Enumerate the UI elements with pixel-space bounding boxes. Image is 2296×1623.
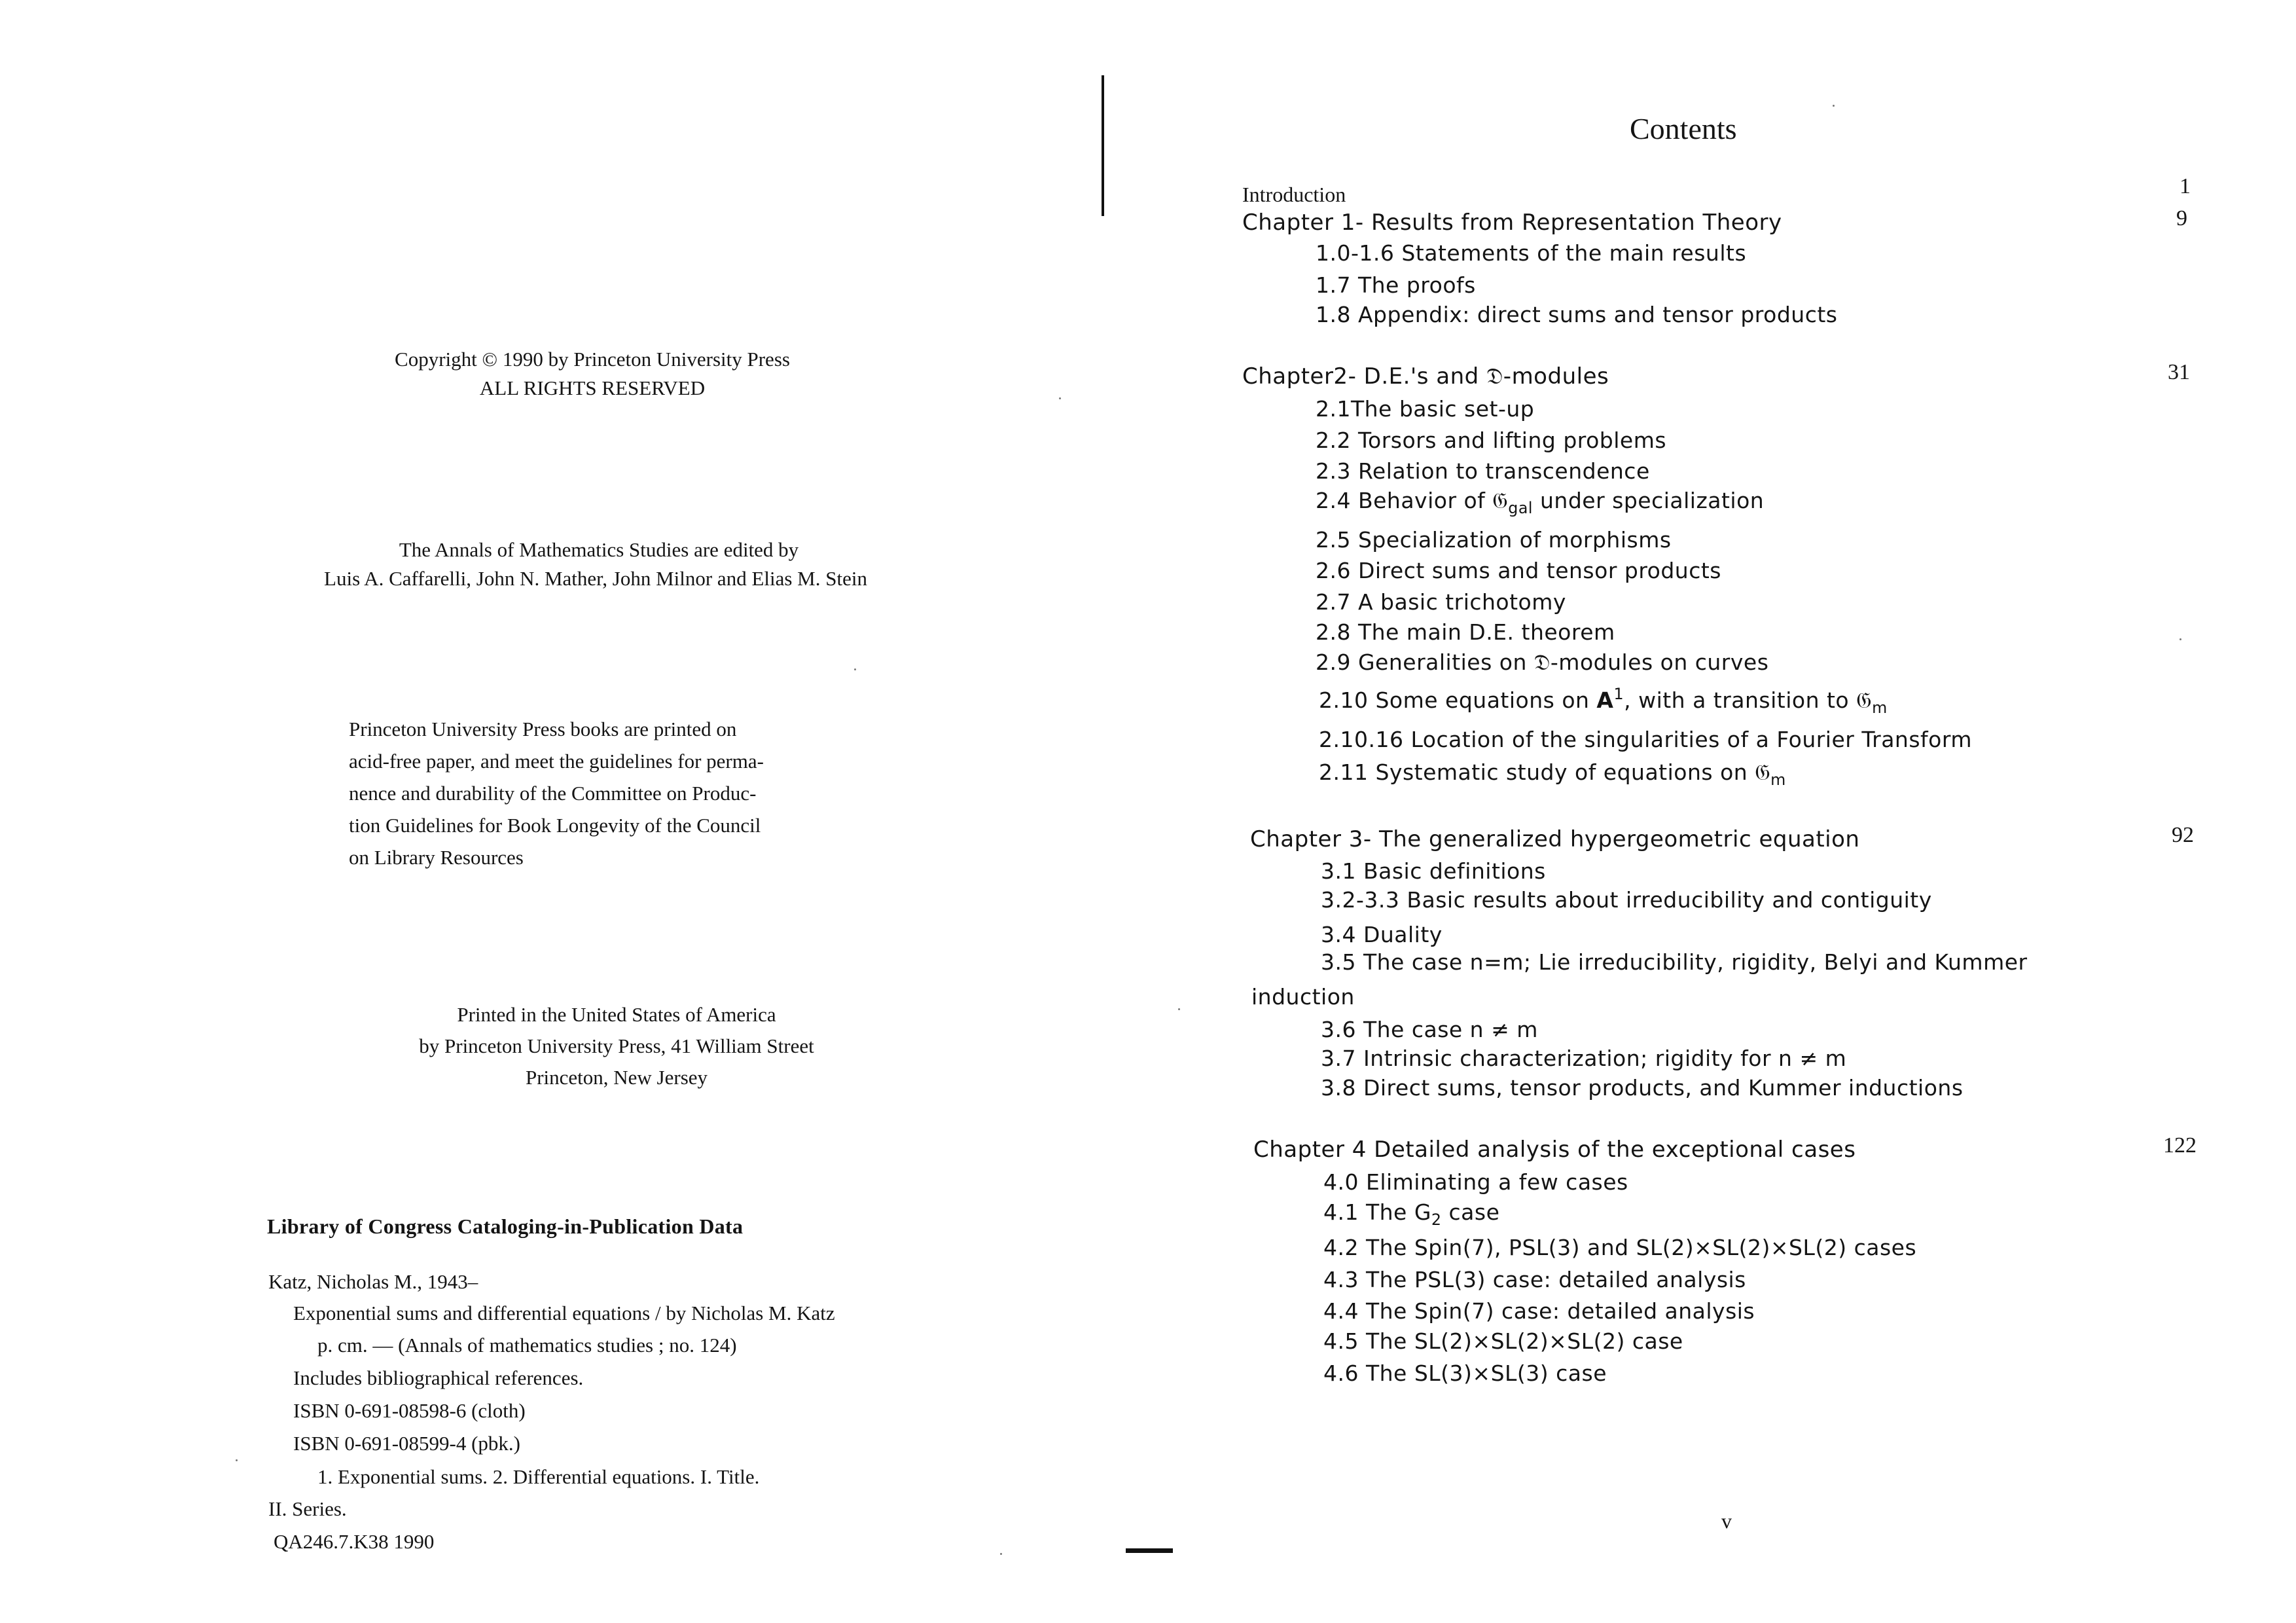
frak-d-symbol: 𝔇 [1486,363,1503,390]
subscript: m [1770,771,1786,790]
frak-g-symbol: 𝔊 [1492,488,1509,513]
paper-line: Princeton University Press books are printed on [349,718,737,740]
cip-line: p. cm. — (Annals of mathematics studies ; no. 124) [317,1334,737,1357]
toc-section: 2.2 Torsors and lifting problems [1316,428,1667,453]
toc-chapter-3: Chapter 3- The generalized hypergeometric equation [1250,826,1860,852]
toc-chapter-2: Chapter2- D.E.'s and 𝔇-modules [1242,363,1609,390]
gutter-mark [1126,1548,1173,1553]
subscript: gal [1508,499,1533,518]
toc-introduction: Introduction [1242,183,1346,206]
superscript: 1 [1613,684,1624,703]
cip-line: Katz, Nicholas M., 1943– [268,1270,478,1293]
toc-chapter-1: Chapter 1- Results from Representation Theory [1242,210,1782,236]
toc-section: 3.2-3.3 Basic results about irreducibility and contiguity [1321,887,1932,913]
toc-section: 2.10.16 Location of the singularities of a Fourier Transform [1319,727,1972,752]
scan-speck [1059,397,1061,399]
paper-line: tion Guidelines for Book Longevity of the Council [349,814,761,837]
editors-line-2: Luis A. Caffarelli, John N. Mather, John Milnor and Elias M. Stein [324,567,867,590]
toc-section: 2.7 A basic trichotomy [1316,589,1566,615]
toc-section: 2.3 Relation to transcendence [1316,458,1650,484]
toc-section: 4.4 The Spin(7) case: detailed analysis [1323,1298,1755,1324]
scan-speck [854,668,856,670]
cip-line: 1. Exponential sums. 2. Differential equations. I. Title. [317,1465,760,1488]
frak-d-symbol: 𝔇 [1534,649,1551,675]
toc-section: 4.0 Eliminating a few cases [1323,1169,1628,1195]
scan-speck [1000,1553,1002,1555]
toc-section: 3.4 Duality [1321,922,1443,947]
toc-section: 4.2 The Spin(7), PSL(3) and SL(2)×SL(2)×SL(2) cases [1323,1235,1917,1260]
toc-page-number: 31 [2168,360,2190,384]
copyright-line: Copyright © 1990 by Princeton University Press [395,348,790,371]
scan-speck [2179,638,2181,640]
printed-line: Princeton, New Jersey [525,1066,708,1089]
toc-page-number: 92 [2172,823,2194,847]
subscript: m [1872,699,1888,718]
paper-line: on Library Resources [349,846,524,869]
toc-section: 2.8 The main D.E. theorem [1316,619,1615,645]
cip-line: QA246.7.K38 1990 [274,1530,435,1553]
toc-section: 3.6 The case n ≠ m [1321,1017,1538,1042]
toc-section: 2.6 Direct sums and tensor products [1316,558,1721,583]
toc-section: 2.1The basic set-up [1316,396,1535,422]
scan-speck [1178,1008,1180,1010]
cip-line: Includes bibliographical references. [293,1366,584,1389]
toc-section: 3.8 Direct sums, tensor products, and Kummer inductions [1321,1075,1964,1101]
toc-section: 1.8 Appendix: direct sums and tensor products [1316,302,1838,327]
paper-line: acid-free paper, and meet the guidelines for perma- [349,750,764,773]
toc-page-number: 122 [2163,1133,2197,1158]
toc-section: 4.5 The SL(2)×SL(2)×SL(2) case [1323,1328,1683,1354]
gutter-line [1102,75,1104,216]
toc-chapter-4: Chapter 4 Detailed analysis of the exceptional cases [1253,1137,1856,1163]
frak-g-symbol: 𝔊 [1856,687,1873,713]
toc-section: 2.9 Generalities on 𝔇-modules on curves [1316,649,1769,675]
contents-title: Contents [1630,112,1737,145]
editors-line-1: The Annals of Mathematics Studies are edited by [399,538,799,561]
toc-section: 3.1 Basic definitions [1321,858,1546,884]
scan-speck [1833,105,1835,107]
paper-line: nence and durability of the Committee on Produc- [349,782,757,805]
page-folio: v [1721,1509,1732,1533]
toc-section: 3.7 Intrinsic characterization; rigidity for n ≠ m [1321,1046,1847,1071]
toc-section: 1.7 The proofs [1316,272,1476,298]
toc-section: 2.5 Specialization of morphisms [1316,527,1672,553]
subscript: 2 [1431,1211,1442,1230]
scan-speck [236,1459,238,1461]
toc-section: 2.10 Some equations on $A^1$, with a transition to 𝔊$_m$ [1319,684,1888,718]
toc-section: 1.0-1.6 Statements of the main results [1316,240,1747,266]
printed-line: by Princeton University Press, 41 William Street [419,1034,814,1057]
cip-line: II. Series. [268,1497,347,1520]
bold-a-symbol: A [1596,687,1614,713]
toc-page-number: 9 [2176,206,2187,230]
toc-section: 2.4 Behavior of 𝔊$_{gal}$ under specialization [1316,488,1765,518]
toc-section-continuation: induction [1251,984,1355,1010]
cip-title: Library of Congress Cataloging-in-Publication Data [267,1214,744,1238]
frak-g-symbol: 𝔊 [1755,759,1771,785]
cip-line: ISBN 0-691-08599-4 (pbk.) [293,1432,520,1455]
toc-section: 2.11 Systematic study of equations on 𝔊$_m$ [1319,759,1786,790]
printed-line: Printed in the United States of America [457,1003,776,1026]
toc-section: 3.5 The case n=m; Lie irreducibility, rigidity, Belyi and Kummer [1321,949,2028,975]
rights-line: ALL RIGHTS RESERVED [479,376,706,399]
toc-page-number: 1 [2179,174,2191,198]
cip-line: Exponential sums and differential equations / by Nicholas M. Katz [293,1302,835,1324]
toc-section: 4.3 The PSL(3) case: detailed analysis [1323,1267,1746,1292]
toc-section: 4.1 The $G_2$ case [1323,1199,1500,1230]
cip-line: ISBN 0-691-08598-6 (cloth) [293,1399,526,1422]
toc-section: 4.6 The SL(3)×SL(3) case [1323,1360,1607,1386]
